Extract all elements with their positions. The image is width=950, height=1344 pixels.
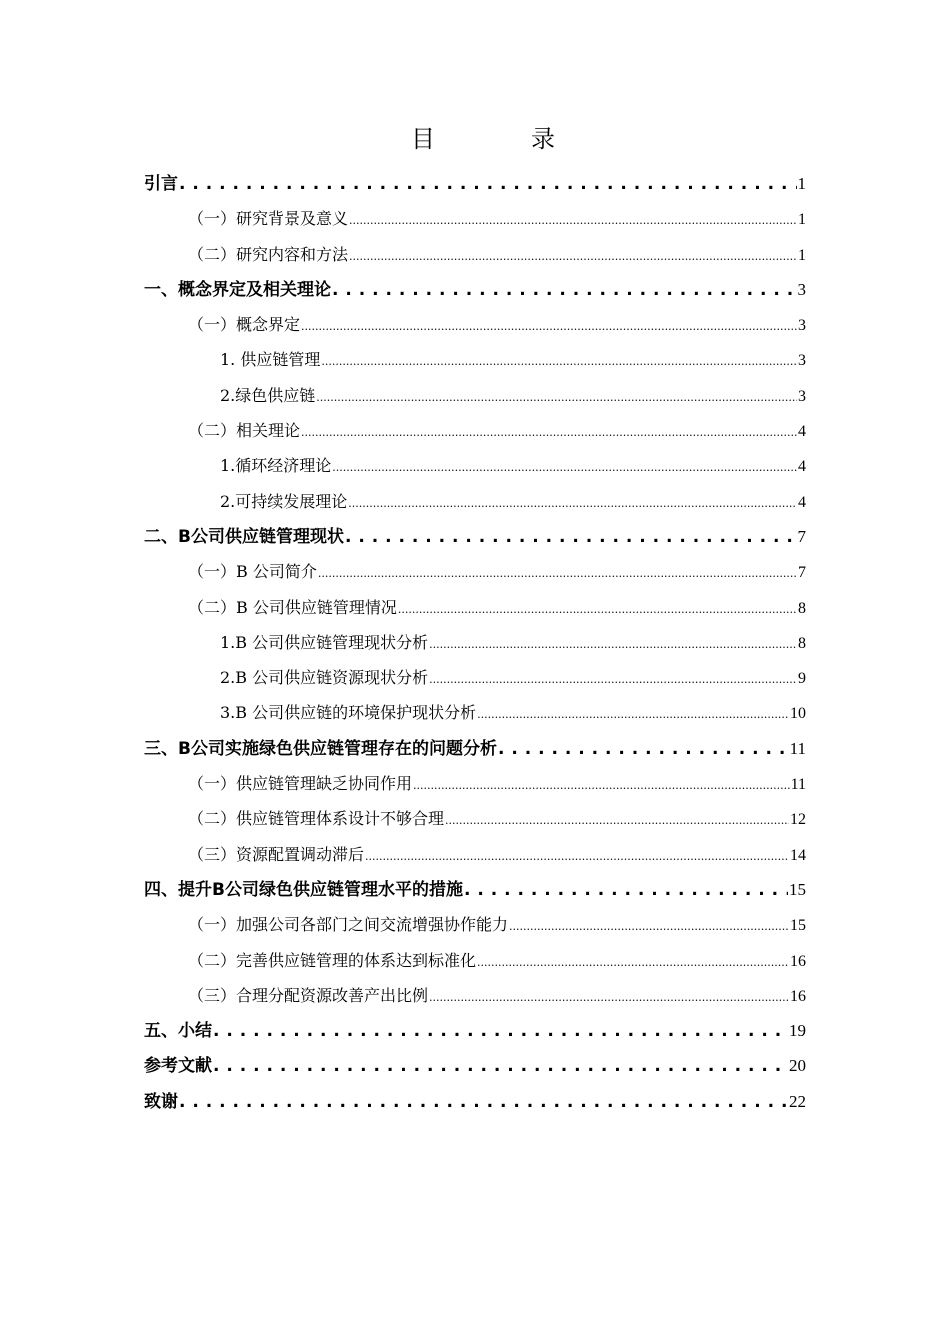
toc-dot-leader — [509, 907, 789, 944]
toc-dot-leader — [301, 413, 797, 450]
toc-dot-leader — [345, 520, 797, 555]
toc-entry-label: 二、B公司供应链管理现状 — [144, 526, 344, 547]
toc-entry-label: 致谢 — [144, 1091, 178, 1112]
toc-dot-leader — [213, 1014, 788, 1049]
toc-entry-label: 一、概念界定及相关理论 — [144, 279, 331, 300]
toc-entry[interactable] — [144, 978, 806, 1013]
toc-dot-leader — [477, 695, 789, 732]
toc-entry[interactable] — [144, 766, 806, 801]
toc-entry[interactable] — [144, 201, 806, 236]
toc-entry[interactable] — [144, 272, 806, 307]
toc-entry-page-number: 1 — [797, 174, 806, 193]
toc-entry-label: （一）B 公司简介 — [188, 562, 317, 582]
toc-entry[interactable] — [144, 519, 806, 554]
toc-entry-page-number: 12 — [790, 811, 806, 829]
toc-entry[interactable] — [144, 943, 806, 978]
toc-entry-label: （二）供应链管理体系设计不够合理 — [188, 809, 445, 829]
toc-entry-page-number: 7 — [798, 564, 806, 582]
toc-dot-leader — [301, 307, 797, 344]
toc-entry[interactable] — [144, 554, 806, 589]
toc-dot-leader — [429, 625, 797, 662]
toc-dot-leader — [498, 732, 789, 767]
toc-entry-label: （二）完善供应链管理的体系达到标准化 — [188, 950, 477, 970]
toc-entry-label: （一）加强公司各部门之间交流增强协作能力 — [188, 915, 509, 935]
toc-entry-page-number: 4 — [798, 423, 806, 441]
toc-entry-label: （二）相关理论 — [188, 421, 301, 441]
toc-dot-leader — [332, 273, 797, 308]
toc-entry-label: （三）合理分配资源改善产出比例 — [188, 985, 429, 1005]
toc-entry-page-number: 15 — [790, 917, 806, 935]
toc-entry[interactable] — [144, 731, 806, 766]
toc-entry[interactable] — [144, 342, 806, 377]
toc-entry[interactable] — [144, 237, 806, 272]
toc-entry[interactable] — [144, 378, 806, 413]
toc-entry-page-number: 20 — [789, 1056, 806, 1076]
toc-dot-leader — [445, 801, 789, 838]
toc-entry-page-number: 3 — [797, 279, 806, 299]
toc-title: 目 录 — [411, 125, 591, 153]
toc-dot-leader — [349, 237, 797, 274]
toc-entry[interactable] — [144, 413, 806, 448]
toc-dot-leader — [429, 660, 797, 697]
table-of-contents — [144, 166, 806, 1119]
toc-entry[interactable] — [144, 1048, 806, 1083]
toc-dot-leader — [365, 837, 789, 874]
toc-dot-leader — [429, 978, 789, 1015]
toc-entry[interactable] — [144, 448, 806, 483]
toc-entry-page-number: 4 — [798, 493, 806, 511]
toc-dot-leader — [348, 484, 797, 521]
toc-entry[interactable] — [144, 625, 806, 660]
toc-entry[interactable] — [144, 837, 806, 872]
toc-entry[interactable] — [144, 660, 806, 695]
toc-entry-page-number: 3 — [798, 352, 806, 370]
toc-dot-leader — [179, 1085, 788, 1120]
toc-entry[interactable] — [144, 695, 806, 730]
toc-entry[interactable] — [144, 590, 806, 625]
toc-entry[interactable] — [144, 872, 806, 907]
toc-entry[interactable] — [144, 1013, 806, 1048]
toc-entry-label: （一）概念界定 — [188, 315, 301, 335]
toc-dot-leader — [332, 448, 797, 485]
toc-entry-label: 2.绿色供应链 — [220, 385, 316, 405]
toc-entry-label: （二）研究内容和方法 — [188, 244, 349, 264]
toc-dot-leader — [213, 1049, 788, 1084]
toc-entry[interactable] — [144, 801, 806, 836]
toc-entry-page-number: 4 — [798, 458, 806, 476]
toc-entry-label: （一）供应链管理缺乏协同作用 — [188, 774, 413, 794]
toc-entry-page-number: 9 — [798, 670, 806, 688]
toc-dot-leader — [179, 167, 797, 202]
toc-entry-label: 1.B 公司供应链管理现状分析 — [220, 632, 429, 652]
toc-dot-leader — [464, 873, 788, 908]
toc-entry-label: 2.可持续发展理论 — [220, 491, 348, 511]
toc-entry-label: 3.B 公司供应链的环境保护现状分析 — [220, 703, 477, 723]
toc-entry-page-number: 22 — [789, 1091, 806, 1111]
toc-entry-page-number: 16 — [790, 952, 806, 970]
toc-entry-label: 参考文献 — [144, 1056, 212, 1077]
toc-entry-page-number: 19 — [789, 1021, 806, 1041]
toc-entry-label: 三、B公司实施绿色供应链管理存在的问题分析 — [144, 738, 497, 759]
toc-entry-page-number: 8 — [798, 634, 806, 652]
toc-entry-label: 1.循环经济理论 — [220, 456, 332, 476]
toc-entry-label: 五、小结 — [144, 1021, 212, 1042]
toc-entry[interactable] — [144, 484, 806, 519]
toc-entry-page-number: 15 — [789, 879, 806, 899]
toc-entry-label: 引言 — [144, 174, 178, 194]
toc-entry-label: 1. 供应链管理 — [220, 350, 321, 370]
toc-dot-leader — [321, 342, 797, 379]
toc-dot-leader — [349, 201, 797, 238]
toc-entry[interactable] — [144, 166, 806, 201]
toc-dot-leader — [477, 943, 789, 980]
toc-entry[interactable] — [144, 1084, 806, 1119]
toc-entry-page-number: 3 — [798, 387, 806, 405]
toc-entry-label: （一）研究背景及意义 — [188, 209, 349, 229]
toc-entry-page-number: 11 — [790, 776, 806, 794]
toc-entry-label: 2.B 公司供应链资源现状分析 — [220, 668, 429, 688]
toc-entry-page-number: 7 — [797, 526, 806, 546]
toc-entry[interactable] — [144, 307, 806, 342]
toc-entry-page-number: 1 — [798, 211, 806, 229]
toc-entry-label: 四、提升B公司绿色供应链管理水平的措施 — [144, 879, 463, 900]
toc-entry-label: （二）B 公司供应链管理情况 — [188, 597, 397, 617]
toc-entry[interactable] — [144, 907, 806, 942]
toc-dot-leader — [318, 554, 797, 591]
toc-entry-page-number: 1 — [798, 246, 806, 264]
toc-entry-page-number: 8 — [798, 599, 806, 617]
toc-entry-page-number: 14 — [790, 846, 806, 864]
toc-entry-page-number: 10 — [790, 705, 806, 723]
toc-dot-leader — [398, 590, 797, 627]
toc-entry-page-number: 16 — [790, 987, 806, 1005]
toc-entry-label: （三）资源配置调动滞后 — [188, 844, 365, 864]
toc-dot-leader — [413, 766, 790, 803]
toc-dot-leader — [316, 378, 797, 415]
toc-entry-page-number: 3 — [798, 317, 806, 335]
toc-entry-page-number: 11 — [789, 738, 806, 758]
